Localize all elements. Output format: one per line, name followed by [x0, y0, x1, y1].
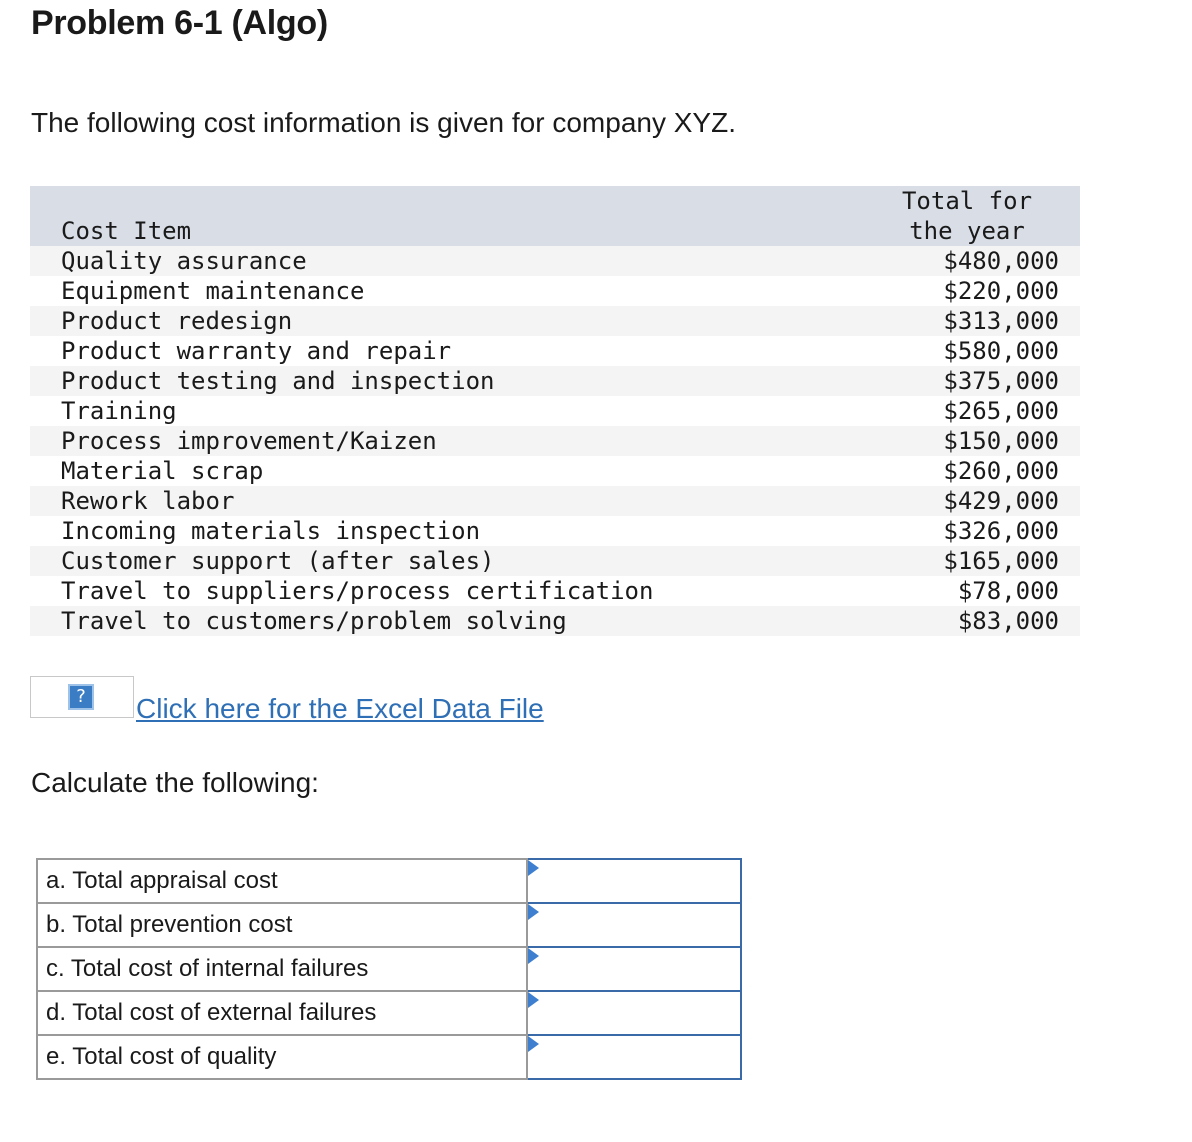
table-row [37, 1035, 741, 1079]
cost-item-name: Customer support (after sales) [61, 547, 495, 575]
question-label: c. Total cost of internal failures [37, 947, 527, 991]
table-row [30, 576, 1080, 606]
cost-item-amount: $480,000 [943, 247, 1059, 275]
table-row [30, 456, 1080, 486]
excel-data-file-link[interactable]: Click here for the Excel Data File [136, 693, 544, 724]
header-total-line2: the year [909, 217, 1025, 245]
table-row [37, 991, 741, 1035]
cost-item-name: Incoming materials inspection [61, 517, 481, 545]
answer-cell[interactable] [527, 859, 741, 903]
cost-item-amount: $429,000 [943, 487, 1059, 515]
table-row [30, 366, 1080, 396]
cost-item-name: Rework labor [61, 487, 235, 515]
table-row [30, 426, 1080, 456]
cost-item-name: Travel to customers/problem solving [61, 607, 567, 635]
table-row [30, 246, 1080, 276]
answer-input-prevention[interactable] [528, 904, 740, 946]
cost-item-name: Travel to suppliers/process certification [61, 577, 654, 605]
cost-item-name: Material scrap [61, 457, 264, 485]
answer-cell[interactable] [527, 947, 741, 991]
answer-table [36, 858, 742, 1080]
answer-input-appraisal[interactable] [528, 860, 740, 902]
question-label: d. Total cost of external failures [37, 991, 527, 1035]
intro-text: The following cost information is given for company XYZ. [31, 107, 736, 138]
cost-item-amount: $150,000 [943, 427, 1059, 455]
cost-item-amount: $265,000 [943, 397, 1059, 425]
header-total-line1: Total for [901, 187, 1033, 215]
cost-table-header [30, 186, 1080, 246]
table-row [30, 396, 1080, 426]
answer-input-external-failures[interactable] [528, 992, 740, 1034]
table-row [30, 546, 1080, 576]
cost-item-name: Product warranty and repair [61, 337, 452, 365]
cost-item-amount: $580,000 [943, 337, 1059, 365]
answer-cell[interactable] [527, 991, 741, 1035]
cost-table [30, 186, 1080, 636]
table-row [37, 903, 741, 947]
header-total-for-year [882, 186, 1052, 246]
cost-table-body [30, 246, 1080, 636]
cost-item-amount: $83,000 [957, 607, 1059, 635]
cost-item-amount: $260,000 [943, 457, 1059, 485]
question-mark-icon[interactable]: ? [68, 684, 94, 710]
table-row [37, 859, 741, 903]
table-row [30, 606, 1080, 636]
cost-item-name: Process improvement/Kaizen [61, 427, 437, 455]
cost-item-amount: $326,000 [943, 517, 1059, 545]
table-row [30, 486, 1080, 516]
calculate-label: Calculate the following: [31, 767, 319, 798]
page-title: Problem 6-1 (Algo) [31, 4, 328, 42]
answer-cell[interactable] [527, 1035, 741, 1079]
cost-item-name: Quality assurance [61, 247, 307, 275]
cost-item-name: Product testing and inspection [61, 367, 495, 395]
cost-item-amount: $375,000 [943, 367, 1059, 395]
table-row [30, 306, 1080, 336]
question-label: a. Total appraisal cost [37, 859, 527, 903]
cost-item-amount: $165,000 [943, 547, 1059, 575]
header-cost-item: Cost Item [61, 217, 192, 245]
table-row [37, 947, 741, 991]
question-label: e. Total cost of quality [37, 1035, 527, 1079]
cost-item-amount: $313,000 [943, 307, 1059, 335]
cost-item-amount: $220,000 [943, 277, 1059, 305]
answer-cell[interactable] [527, 903, 741, 947]
table-row [30, 516, 1080, 546]
question-label: b. Total prevention cost [37, 903, 527, 947]
cost-item-name: Equipment maintenance [61, 277, 365, 305]
cost-item-amount: $78,000 [957, 577, 1059, 605]
cost-item-name: Product redesign [61, 307, 293, 335]
answer-input-internal-failures[interactable] [528, 948, 740, 990]
cost-item-name: Training [61, 397, 177, 425]
table-row [30, 276, 1080, 306]
help-button[interactable] [30, 676, 134, 718]
table-row [30, 336, 1080, 366]
answer-input-total-quality[interactable] [528, 1036, 740, 1078]
